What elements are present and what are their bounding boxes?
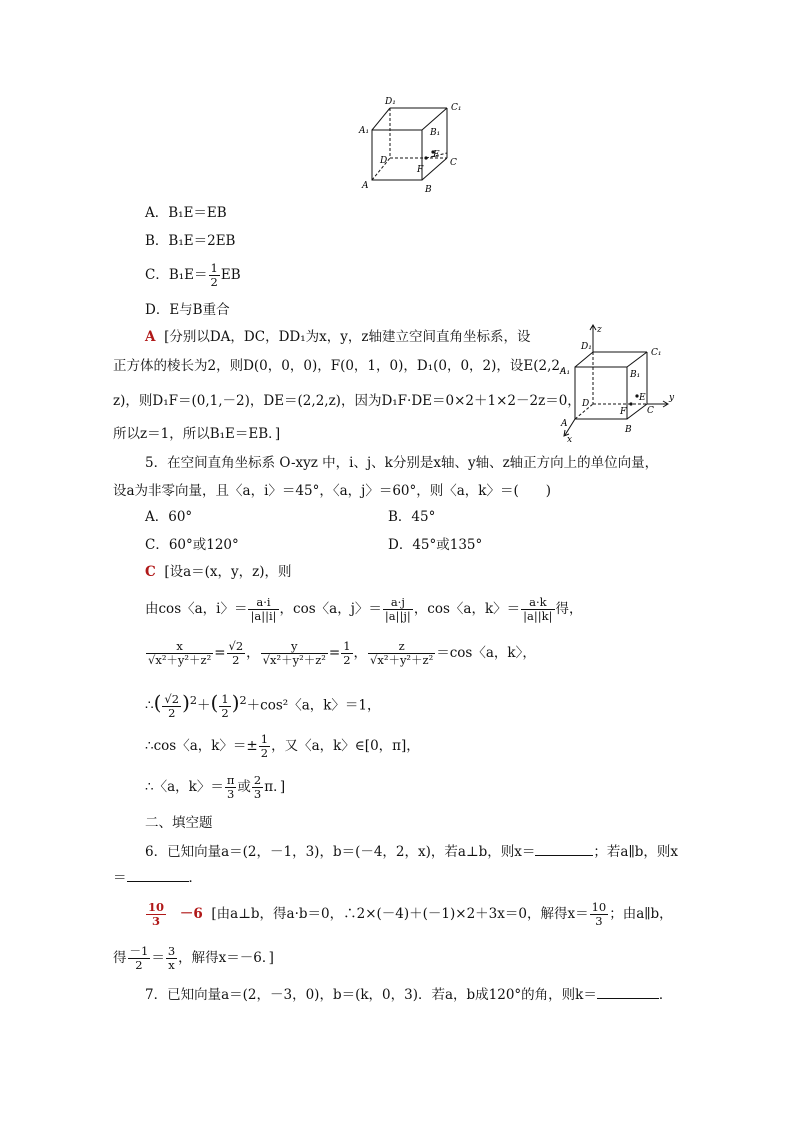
- q4-answer-letter: A: [145, 329, 156, 345]
- fraction: [166, 945, 177, 972]
- frac-num: 3: [167, 944, 176, 958]
- text: ；由a∥b，: [609, 906, 673, 922]
- label-A1: A₁: [359, 126, 370, 136]
- q4-option-c-prefix: C．B₁E＝: [145, 267, 208, 283]
- q6-solution-line-1: [145, 900, 673, 928]
- frac-den: 3: [226, 787, 235, 801]
- cube-figure-2: [555, 322, 680, 444]
- q5-solution-line-1: [145, 562, 292, 582]
- q4-option-d: D．E与B重合: [145, 302, 230, 318]
- label-x: x: [567, 435, 573, 444]
- q4-option-c: [145, 262, 241, 289]
- fraction: [162, 693, 181, 720]
- label-B: B: [425, 185, 432, 195]
- frac-num: a·j: [383, 596, 413, 610]
- text: ，又〈a，k〉∈[0，π]，: [271, 738, 420, 754]
- q5-option-a: A．60°: [145, 509, 193, 525]
- label-D: D: [582, 399, 590, 409]
- label-A: A: [362, 181, 369, 191]
- q5-option-c: C．60°或120°: [145, 537, 239, 553]
- label-C1: C₁: [451, 103, 462, 113]
- q4-solution-line-3: z)，则D₁F＝(0,1,－2)，DE＝(2,2,z)，因为D₁F·DE＝0×2＋1×2－2z＝0，: [113, 393, 581, 409]
- q4-option-b: B．B₁E＝2EB: [145, 233, 236, 249]
- q4-sol-text-1: [分别以DA，DC，DD₁为x，y，z轴建立空间直角坐标系，设: [164, 329, 531, 345]
- fraction: [128, 945, 151, 972]
- fraction: [259, 733, 270, 760]
- frac-den: 3: [595, 914, 603, 928]
- frac-den: 2: [210, 275, 218, 289]
- label-B1: B₁: [630, 370, 641, 380]
- text: 6．已知向量a＝(2，－1，3)，b＝(－4，2，x)，若a⊥b，则x＝: [145, 844, 536, 860]
- frac-den: |a||k|: [523, 609, 553, 623]
- frac-num: 2: [253, 773, 262, 787]
- text: [由a⊥b，得a·b＝0，∴2×(－4)＋(－1)×2＋3x＝0，解得x＝: [211, 906, 589, 922]
- q5-option-b: B．45°: [388, 509, 436, 525]
- fraction: [146, 640, 213, 667]
- text: ，解得x＝－6．]: [178, 950, 274, 966]
- text: ＝: [113, 870, 127, 886]
- fraction: [248, 596, 278, 623]
- frac-den: 3: [253, 787, 262, 801]
- text: 7．已知向量a＝(2，－3，0)，b＝(k，0，3)．若a，b成120°的角，则k＝: [145, 987, 597, 1003]
- q4-solution-line-1: [145, 327, 530, 347]
- frac-den: 2: [260, 746, 269, 760]
- fraction: [341, 640, 352, 667]
- q4-solution-line-2: 正方体的棱长为2，则D(0，0，0)，F(0，1，0)，D₁(0，0，2)，设E(2,2,: [113, 358, 565, 374]
- frac-num: √2: [164, 691, 180, 706]
- q5-solution-line-3: $\frac{x}{\text{√x²＋y²＋z²}}$ = $\frac{√2}{2}$ ， $\frac{y}{\text{√x²＋y²＋z²}}$ = $\frac{1}{2}$ ， $\frac{z}{\text{√x²＋y²＋z²}}$ ＝cos〈a，k〉，: [148, 639, 536, 667]
- q5-sol-text-1: [设a＝(x，y，z)，则: [164, 564, 292, 580]
- frac-den: |a||i|: [250, 609, 277, 623]
- text: ∴cos〈a，k〉＝±: [145, 738, 258, 754]
- frac-den: 2: [232, 653, 240, 667]
- label-D: D: [380, 156, 388, 166]
- label-F: F: [417, 165, 424, 175]
- text: ＝cos〈a，k〉，: [436, 645, 536, 661]
- text: ．: [188, 870, 202, 886]
- frac-den: √x²＋y²＋z²: [148, 653, 212, 667]
- frac-num: 1: [260, 732, 269, 746]
- q5-stem-line-1: 5．在空间直角坐标系 O-xyz 中，i、j、k分别是x轴、y轴、z轴正方向上的单位向量，: [145, 455, 659, 471]
- section-title: 二、填空题: [145, 815, 213, 831]
- label-C1: C₁: [651, 348, 662, 358]
- frac-den: √x²＋y²＋z²: [262, 653, 326, 667]
- frac-num: 10: [148, 900, 165, 914]
- frac-den: x: [168, 958, 175, 972]
- label-C: C: [647, 406, 654, 416]
- q4-option-c-suffix: EB: [220, 267, 241, 283]
- text: ，cos〈a，j〉＝: [279, 601, 382, 617]
- frac-den: |a||j|: [384, 609, 411, 623]
- text: ，cos〈a，k〉＝: [413, 601, 521, 617]
- label-A1: A₁: [560, 367, 571, 377]
- fraction: [521, 596, 554, 623]
- q5-stem-line-2: 设a为非零向量，且〈a，i〉＝45°，〈a，j〉＝60°，则〈a，k〉＝( ): [113, 483, 552, 499]
- text: ＋cos²〈a，k〉＝1，: [246, 697, 381, 714]
- q6-stem-line-2: [113, 867, 202, 888]
- text: ．: [658, 987, 673, 1003]
- q6-answer-1: [146, 901, 166, 928]
- fraction: [219, 693, 230, 720]
- label-B: B: [625, 425, 632, 435]
- frac-num: y: [261, 640, 328, 654]
- cube1-front-face: [372, 130, 422, 180]
- text: 得: [113, 950, 127, 966]
- q4-option-a: A．B₁E＝EB: [145, 205, 227, 221]
- label-y: y: [669, 393, 675, 403]
- frac-num: －1: [129, 944, 149, 958]
- label-F: F: [620, 407, 627, 417]
- q4-option-c-fraction: [209, 262, 220, 289]
- q4-solution-line-4: 所以z＝1，所以B₁E＝EB．]: [113, 426, 281, 442]
- fraction: [261, 640, 328, 667]
- frac-den: 2: [168, 705, 176, 720]
- q5-option-d: D．45°或135°: [388, 537, 483, 553]
- frac-num: x: [146, 640, 213, 654]
- fraction: [590, 901, 609, 928]
- text: 由cos〈a，i〉＝: [145, 601, 248, 617]
- q5-solution-line-4: ∴( $\frac{√2}{2}$ )$^2$＋( $\frac{1}{2}$ )$^2$＋cos²〈a，k〉＝1，: [145, 690, 381, 720]
- text: ∴: [145, 697, 154, 714]
- fraction: [383, 596, 413, 623]
- label-E: E: [433, 150, 440, 160]
- label-E: E: [639, 393, 646, 403]
- label-D1: D₁: [385, 97, 396, 107]
- text: ；若a∥b，则x: [593, 844, 678, 860]
- text: ＝: [151, 950, 165, 966]
- frac-num: a·k: [521, 596, 554, 610]
- text: ∴〈a，k〉＝: [145, 779, 224, 795]
- frac-den: 2: [135, 958, 143, 972]
- label-D1: D₁: [581, 342, 592, 352]
- q5-solution-line-2: [145, 596, 583, 623]
- q5-solution-line-6: [145, 774, 285, 801]
- fraction: [368, 640, 435, 667]
- text: 或: [237, 779, 251, 795]
- frac-num: 1: [343, 639, 351, 653]
- label-A: A: [561, 419, 568, 429]
- text: 得，: [555, 601, 583, 617]
- label-B1: B₁: [430, 128, 441, 138]
- q6-blank-1[interactable]: [535, 841, 593, 856]
- fraction: [225, 774, 237, 801]
- frac-num: 1: [210, 261, 218, 275]
- frac-num: 1: [221, 691, 229, 706]
- frac-num: π: [226, 773, 235, 787]
- q5-solution-line-5: [145, 733, 420, 760]
- frac-den: √x²＋y²＋z²: [370, 653, 434, 667]
- cube-figure-1: [355, 95, 470, 200]
- frac-den: 3: [152, 914, 161, 928]
- fraction: [227, 640, 246, 667]
- frac-num: a·i: [248, 596, 278, 610]
- q5-answer-letter: C: [145, 564, 156, 580]
- fraction: [252, 774, 263, 801]
- q7-blank[interactable]: [597, 984, 659, 999]
- text: π．]: [264, 779, 286, 795]
- q6-answer-2: －6: [179, 906, 203, 922]
- q7-stem: [145, 984, 672, 1005]
- label-z: z: [597, 325, 602, 335]
- q6-stem-line-1: [145, 841, 678, 862]
- frac-den: 2: [343, 653, 351, 667]
- frac-num: z: [368, 640, 435, 654]
- q6-solution-line-2: [113, 944, 274, 972]
- frac-den: 2: [221, 705, 229, 720]
- frac-num: 10: [591, 900, 607, 914]
- label-C: C: [450, 158, 457, 168]
- frac-num: √2: [228, 639, 244, 653]
- q6-blank-2[interactable]: [127, 867, 189, 882]
